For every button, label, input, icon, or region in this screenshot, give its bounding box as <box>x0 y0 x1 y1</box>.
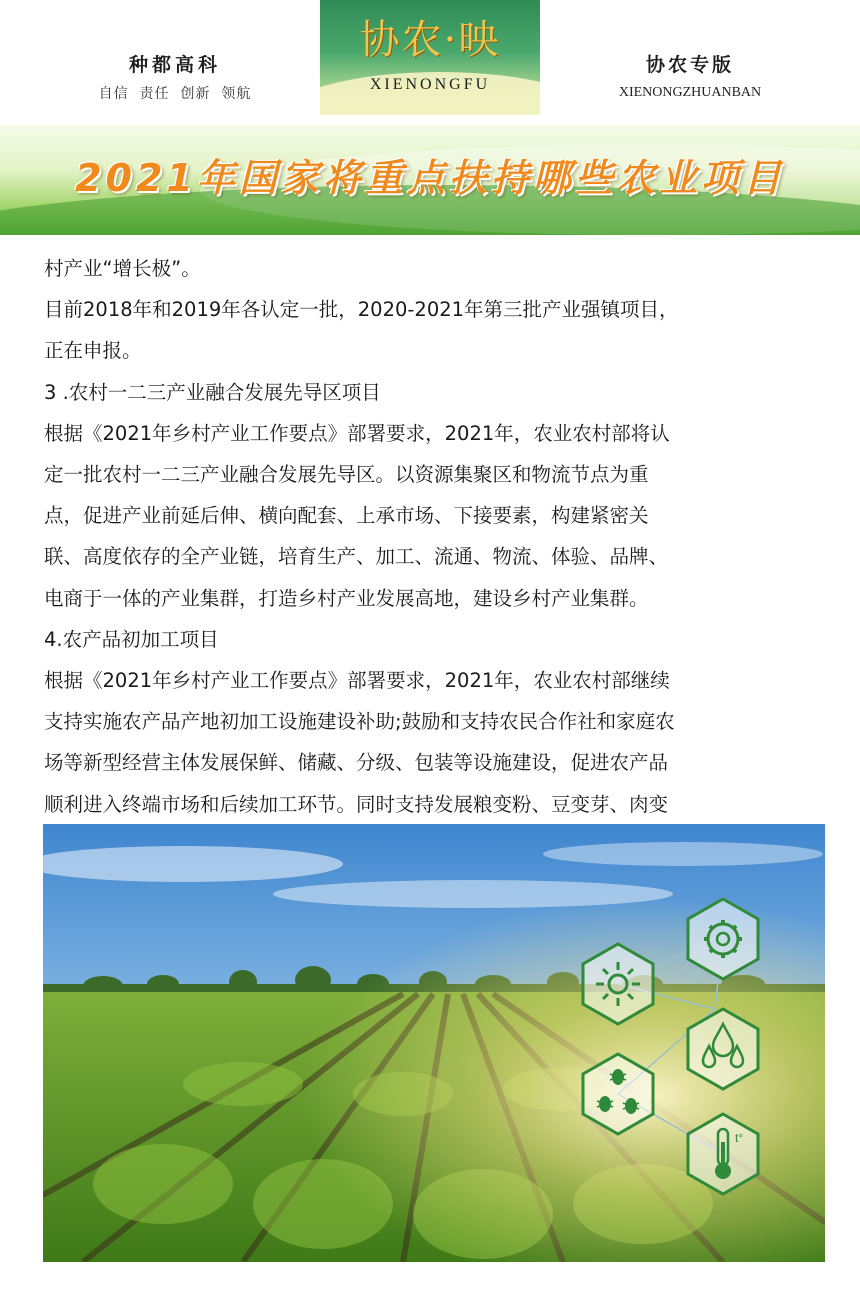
article-line: 正在申报。 <box>44 339 142 363</box>
article-line: 目前2018年和2019年各认定一批，2020-2021年第三批产业强镇项目， <box>44 298 679 322</box>
article-line: 顺利进入终端市场和后续加工环节。同时支持发展粮变粉、豆变芽、肉变 <box>44 792 669 816</box>
logo <box>320 0 540 115</box>
title-banner <box>0 125 860 235</box>
right-brand <box>600 50 780 101</box>
article-body <box>44 248 834 825</box>
article-line: 根据《2021年乡村产业工作要点》部署要求，2021年，农业农村部将认 <box>44 421 670 445</box>
page-header <box>0 0 860 125</box>
left-brand-name: 种都高科 <box>128 54 221 76</box>
article-line: 点，促进产业前延后伸、横向配套、上承市场、下接要素，构建紧密关 <box>44 504 649 528</box>
logo-subtitle: XIENONGFU <box>369 76 491 93</box>
left-brand <box>80 50 270 103</box>
farm-field-photo <box>43 824 825 1262</box>
article-line: 村产业“增长极”。 <box>44 257 201 280</box>
article-line: 场等新型经营主体发展保鲜、储藏、分级、包装等设施建设，促进农产品 <box>44 751 669 775</box>
logo-title: 协农·映 <box>359 17 501 63</box>
farm-field-illustration <box>43 824 825 1262</box>
thermometer-label: t° <box>735 1131 744 1145</box>
section-heading: 4.农产品初加工项目 <box>44 627 219 651</box>
right-brand-subtitle: XIENONGZHUANBAN <box>618 85 762 100</box>
article-line: 根据《2021年乡村产业工作要点》部署要求，2021年，农业农村部继续 <box>44 669 670 693</box>
right-brand-name: 协农专版 <box>645 54 734 76</box>
section-heading: 3 .农村一二三产业融合发展先导区项目 <box>44 380 381 404</box>
article-line: 联、高度依存的全产业链，培育生产、加工、流通、物流、体验、品牌、 <box>44 545 669 569</box>
article-line: 支持实施农产品产地初加工设施建设补助;鼓励和支持农民合作社和家庭农 <box>44 710 675 734</box>
article-title: 2021年国家将重点扶持哪些农业项目 <box>75 156 785 200</box>
article-line: 电商于一体的产业集群，打造乡村产业发展高地，建设乡村产业集群。 <box>44 586 649 610</box>
left-brand-motto: 自信 责任 创新 领航 <box>98 86 252 102</box>
article-line: 定一批农村一二三产业融合发展先导区。以资源集聚区和物流节点为重 <box>44 463 649 487</box>
